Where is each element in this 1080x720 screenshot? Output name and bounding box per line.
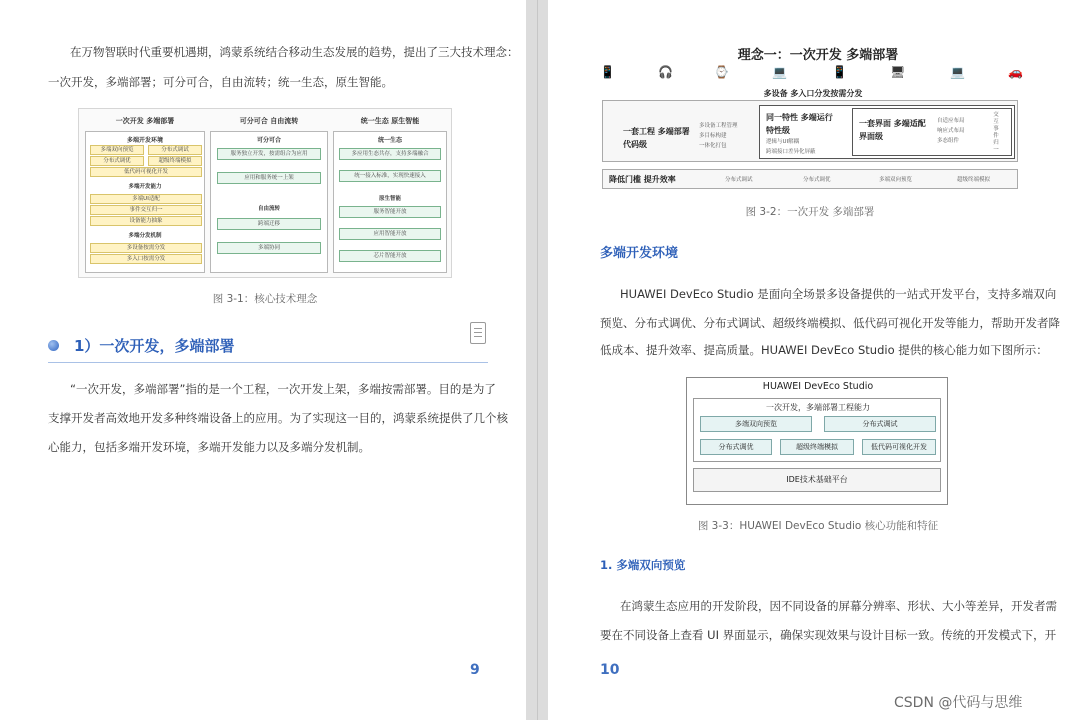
body-line-4: 在鸿蒙生态应用的开发阶段，因不同设备的屏幕分辨率、形状、大小等差异，开发者需 (620, 599, 1057, 613)
ide-platform-box: IDE技术基础平台 (693, 468, 941, 492)
efficiency-item: 分布式调优 (803, 177, 831, 183)
figure-item: 服务智能开放 (339, 206, 441, 218)
capability-box: 超级终端模拟 (780, 439, 854, 455)
figure-item: 多端协同 (217, 242, 321, 254)
body-line-1: HUAWEI DevEco Studio 是面向全场景多设备提供的一站式开发平台，支持多端双向 (620, 287, 1057, 301)
figure-item: 统一接入标准，实现快速接入 (339, 170, 441, 182)
figure-column-title: 统一生态 原生智能 (360, 117, 420, 125)
level-item: 多目标构建 (699, 133, 727, 139)
note-icon[interactable] (470, 322, 486, 344)
figure-core-concepts (78, 108, 452, 278)
figure-deveco-studio (686, 377, 948, 505)
ui-level-box (852, 108, 1012, 156)
level-label: 特性级 (766, 126, 790, 135)
level-label: 一套界面 多端适配 (859, 119, 926, 128)
efficiency-item: 多端双向预览 (879, 177, 913, 183)
figure-item: 应用和服务统一上架 (217, 172, 321, 184)
figure-title: 理念一：一次开发 多端部署 (737, 48, 899, 63)
level-label: 代码级 (623, 140, 647, 149)
feature-level-box (759, 105, 1015, 159)
efficiency-item: 分布式调试 (725, 177, 753, 183)
csdn-watermark: CSDN @代码与思维 (894, 695, 1023, 711)
group-title: 多端开发能力 (128, 184, 162, 190)
car-icon: 🚗 (1008, 65, 1023, 79)
figure-item: 多设备按需分发 (90, 243, 202, 253)
capability-box: 分布式调优 (700, 439, 772, 455)
level-label: 一套工程 多端部署 (623, 127, 690, 136)
figure-item: 芯片智能开放 (339, 250, 441, 262)
group-title: 可分可合 (256, 137, 281, 144)
figure-subtitle: 多设备 多入口分发按需分发 (763, 89, 863, 98)
page-number: 10 (600, 662, 620, 678)
figure-caption: 图 3-3：HUAWEI DevEco Studio 核心功能和特征 (697, 520, 939, 532)
level-label: 界面级 (859, 132, 883, 141)
group-title: 多端开发环境 (126, 137, 163, 144)
figure-item: 多入口按需分发 (90, 254, 202, 264)
level-item: 自适应布局 (937, 118, 965, 124)
level-label: 同一特性 多端运行 (766, 113, 833, 122)
deployment-levels-box (602, 100, 1018, 162)
body-line-5: 要在不同设备上查看 UI 界面显示，确保实现效果与设计目标一致。传统的开发模式下，开 (600, 628, 1057, 642)
page-number: 9 (470, 662, 480, 678)
capability-box: 多端双向预览 (700, 416, 812, 432)
intro-line-2: 一次开发，多端部署；可分可合，自由流转；统一生态，原生智能。 (48, 75, 393, 89)
heading-bullet-icon (48, 340, 59, 351)
figure-column-3 (333, 131, 447, 273)
capability-box: 低代码可视化开发 (862, 439, 936, 455)
figure-item: 服务独立开发，按需组合为应用 (217, 148, 321, 160)
section-heading (48, 335, 488, 363)
level-item: 跨端接口差异化屏蔽 (766, 149, 816, 155)
tv-icon: 🖥 (890, 65, 906, 79)
group-title: 原生智能 (378, 196, 401, 202)
figure-item: 事件交互归一 (90, 205, 202, 215)
body-line-3: 低成本、提升效率、提高质量。HUAWEI DevEco Studio 提供的核心能力如下图所示： (600, 343, 1048, 357)
phone-icon: 📱 (600, 65, 615, 79)
body-line-3: 心能力，包括多端开发环境，多端开发能力以及多端分发机制。 (48, 440, 370, 454)
level-item: 响应式布局 (937, 128, 965, 134)
figure-item: 低代码可视化开发 (90, 167, 202, 177)
figure-item: 多端UI适配 (90, 194, 202, 204)
figure3-capability-box (693, 398, 941, 462)
monitor-icon: 💻 (950, 65, 965, 79)
level-item-vertical: 交互事件归一 (993, 112, 999, 153)
laptop-icon: 💻 (772, 65, 787, 79)
figure-item: 跨端迁移 (217, 218, 321, 230)
left-page (0, 0, 526, 720)
device-icon-row (600, 65, 1030, 85)
figure-item: 设备能力抽象 (90, 216, 202, 226)
figure-item: 应用智能开放 (339, 228, 441, 240)
group-title: 多端分发机制 (128, 233, 162, 239)
figure-item: 分布式调优 (90, 156, 144, 166)
figure-column-title: 一次开发 多端部署 (115, 117, 175, 125)
right-page (548, 0, 1080, 720)
figure-item: 分布式调试 (148, 145, 202, 155)
figure3-title: HUAWEI DevEco Studio (762, 381, 874, 392)
level-item: 多设备工程管理 (699, 123, 738, 129)
figure-column-title: 可分可合 自由流转 (239, 117, 299, 125)
section-heading-text: 1）一次开发，多端部署 (74, 337, 235, 355)
efficiency-label: 降低门槛 提升效率 (609, 175, 676, 184)
figure-column-2 (210, 131, 328, 273)
intro-line-1: 在万物智联时代重要机遇期，鸿蒙系统结合移动生态发展的趋势，提出了三大技术理念： (70, 45, 519, 59)
body-line-2: 支撑开发者高效地开发多种终端设备上的应用。为了实现这一目的，鸿蒙系统提供了几个核 (48, 411, 508, 425)
subsection-title: 1. 多端双向预览 (600, 558, 686, 572)
level-item: 多态组件 (937, 138, 960, 144)
figure3-subtitle: 一次开发，多端部署工程能力 (766, 403, 870, 412)
figure-item: 多应用生态共存，支持多端融合 (339, 148, 441, 160)
level-item: 一体化打包 (699, 143, 727, 149)
page-fold (537, 0, 538, 720)
body-line-2: 预览、分布式调优、分布式调试、超级终端模拟、低代码可视化开发等能力，帮助开发者降 (600, 316, 1060, 330)
level-item: 逻辑与UI解耦 (766, 139, 800, 145)
figure-caption: 图 3-2：一次开发 多端部署 (745, 206, 875, 218)
figure-item: 多端双向预览 (90, 145, 144, 155)
watch-icon: ⌚ (714, 65, 729, 79)
efficiency-box (602, 169, 1018, 189)
body-line-1: “一次开发，多端部署”指的是一个工程，一次开发上架，多端按需部署。目的是为了 (70, 382, 496, 396)
capability-box: 分布式调试 (824, 416, 936, 432)
group-title: 自由流转 (257, 206, 280, 212)
figure-column-1 (85, 131, 205, 273)
tablet-icon: 📱 (832, 65, 847, 79)
efficiency-item: 超级终端模拟 (957, 177, 991, 183)
earbuds-icon: 🎧 (658, 65, 673, 79)
section-title: 多端开发环境 (600, 246, 679, 261)
figure-caption: 图 3-1：核心技术理念 (212, 293, 318, 305)
group-title: 统一生态 (377, 137, 402, 144)
figure-item: 超级终端模拟 (148, 156, 202, 166)
